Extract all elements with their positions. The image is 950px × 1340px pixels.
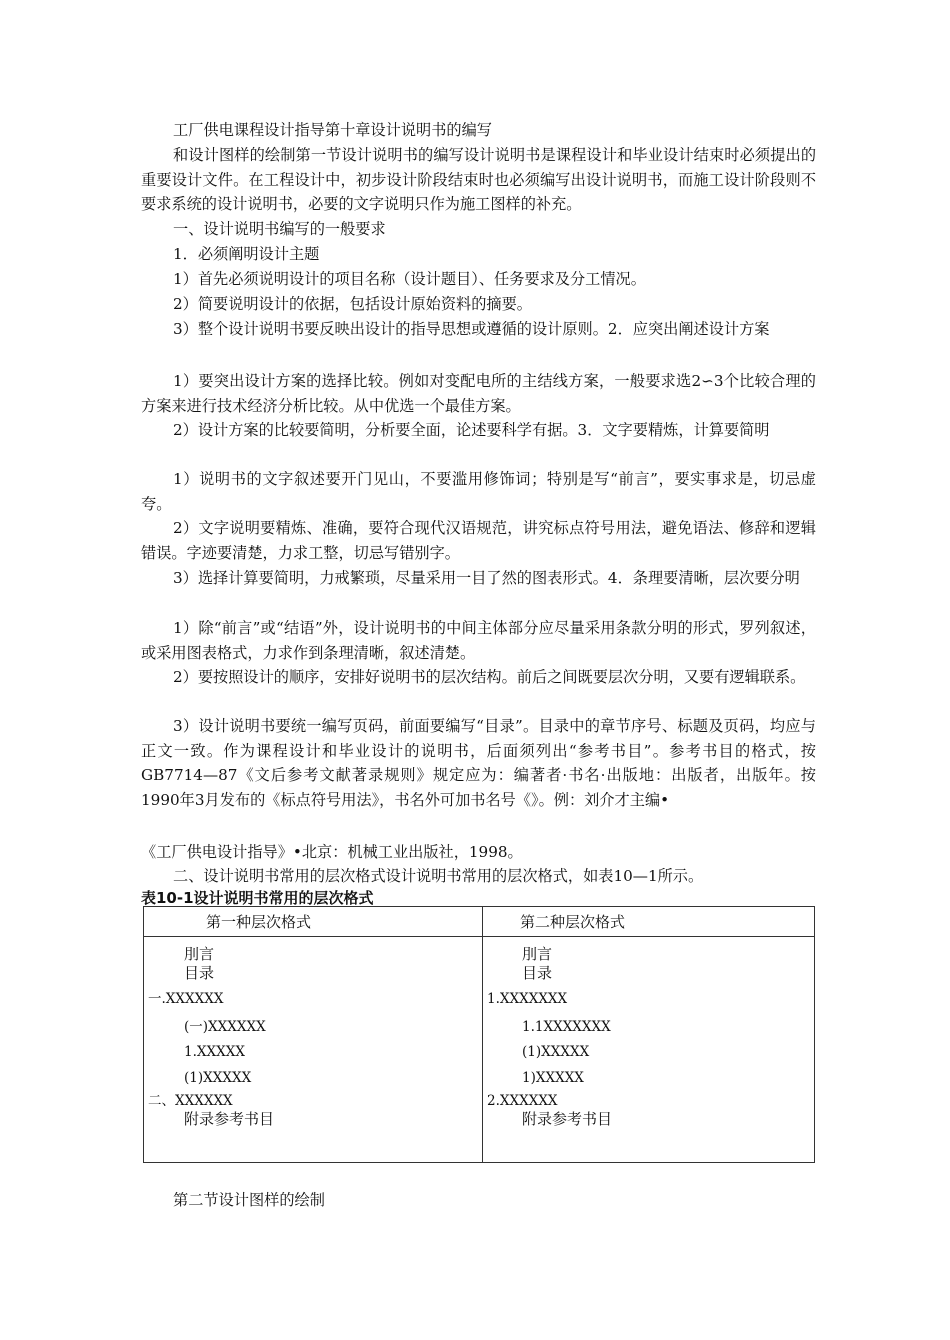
format-table: [143, 906, 815, 1163]
paragraph: 2）简要说明设计的依据，包括设计原始资料的摘要。: [173, 295, 532, 313]
col2-item: 1.XXXXXXX: [487, 991, 568, 1007]
paragraph: 一、设计说明书编写的一般要求: [173, 220, 386, 238]
paragraph: 《工厂供电设计指导》•北京：机械工业出版社，1998。: [141, 843, 523, 861]
col1-header: 第一种层次格式: [206, 913, 312, 931]
paragraph: 二、设计说明书常用的层次格式设计说明书常用的层次格式，如表10—1所示。: [173, 867, 704, 885]
col1-item: 二、XXXXXX: [148, 1093, 233, 1109]
title-line: 工厂供电课程设计指导第十章设计说明书的编写: [173, 121, 492, 139]
paragraph: 和设计图样的绘制第一节设计说明书的编写设计说明书是课程设计和毕业设计结束时必须提出的重要设计文件。在工程设计中，初步设计阶段结束时也必须编写出设计说明书，而施工设计阶段则不要求系统的设计说明书，必要的文字说明只作为施工图样的补充。: [141, 146, 816, 213]
col2-item: 1)XXXXX: [522, 1070, 584, 1086]
col1-item: 附录参考书目: [184, 1110, 275, 1128]
col1-item: 一.XXXXXX: [148, 991, 224, 1007]
col2-item: 目录: [522, 964, 553, 982]
col2-item: (1)XXXXX: [522, 1044, 590, 1060]
col1-item: 1.XXXXX: [184, 1044, 245, 1060]
section2-title: 第二节设计图样的绘制: [173, 1191, 325, 1209]
paragraph: 2）文字说明要精炼、准确，要符合现代汉语规范，讲究标点符号用法，避免语法、修辞和逻辑错误。字迹要清楚，力求工整，切忌写错别字。: [141, 519, 816, 562]
paragraph: 1）首先必须说明设计的项目名称（设计题目）、任务要求及分工情况。: [173, 270, 646, 288]
table-divider: [482, 907, 483, 1162]
paragraph: 1．必须阐明设计主题: [173, 245, 320, 263]
col2-item: 刖言: [522, 945, 553, 963]
col2-item: 1.1XXXXXXX: [522, 1019, 611, 1035]
paragraph: 2）要按照设计的顺序，安排好说明书的层次结构。前后之间既要层次分明，又要有逻辑联系。: [173, 668, 806, 686]
col1-item: 刖言: [184, 945, 215, 963]
paragraph: 2）设计方案的比较要简明，分析要全面，论述要科学有据。3．文字要精炼，计算要简明: [173, 421, 770, 439]
col1-item: (一)XXXXXX: [184, 1019, 266, 1035]
col2-header: 第二种层次格式: [520, 913, 626, 931]
table-header-rule: [144, 936, 814, 937]
col2-item: 2.XXXXXX: [487, 1093, 558, 1109]
paragraph: 3）设计说明书要统一编写页码，前面要编写“目录”。目录中的章节序号、标题及页码，均应与正文一致。作为课程设计和毕业设计的说明书，后面须列出“参考书目”。参考书目的格式，按GB7714—87《文后参考文献著录规则》规定应为：编著者·书名·出版地：出版者，出版年。按1990年3月发布的《标点符号用法》，书名外可加书名号《》。例：刘介才主编•: [141, 717, 816, 809]
paragraph: 1）除“前言”或“结语”外，设计说明书的中间主体部分应尽量采用条款分明的形式，罗列叙述，或采用图表格式，力求作到条理清晰，叙述清楚。: [141, 619, 816, 662]
paragraph: 1）说明书的文字叙述要开门见山，不要滥用修饰词；特别是写“前言”，要实事求是，切忌虚夸。: [141, 470, 816, 513]
table-caption: 表10-1设计说明书常用的层次格式: [141, 889, 374, 907]
col1-item: (1)XXXXX: [184, 1070, 252, 1086]
paragraph: 1）要突出设计方案的选择比较。例如对变配电所的主结线方案，一般要求选2∽3个比较合理的方案来进行技术经济分析比较。从中优选一个最佳方案。: [141, 372, 816, 415]
paragraph: 3）选择计算要简明，力戒繁琐，尽量采用一目了然的图表形式。4．条理要清晰，层次要分明: [173, 569, 800, 587]
col2-item: 附录参考书目: [522, 1110, 613, 1128]
col1-item: 目录: [184, 964, 215, 982]
paragraph: 3）整个设计说明书要反映出设计的指导思想或遵循的设计原则。2．应突出阐述设计方案: [173, 320, 770, 338]
